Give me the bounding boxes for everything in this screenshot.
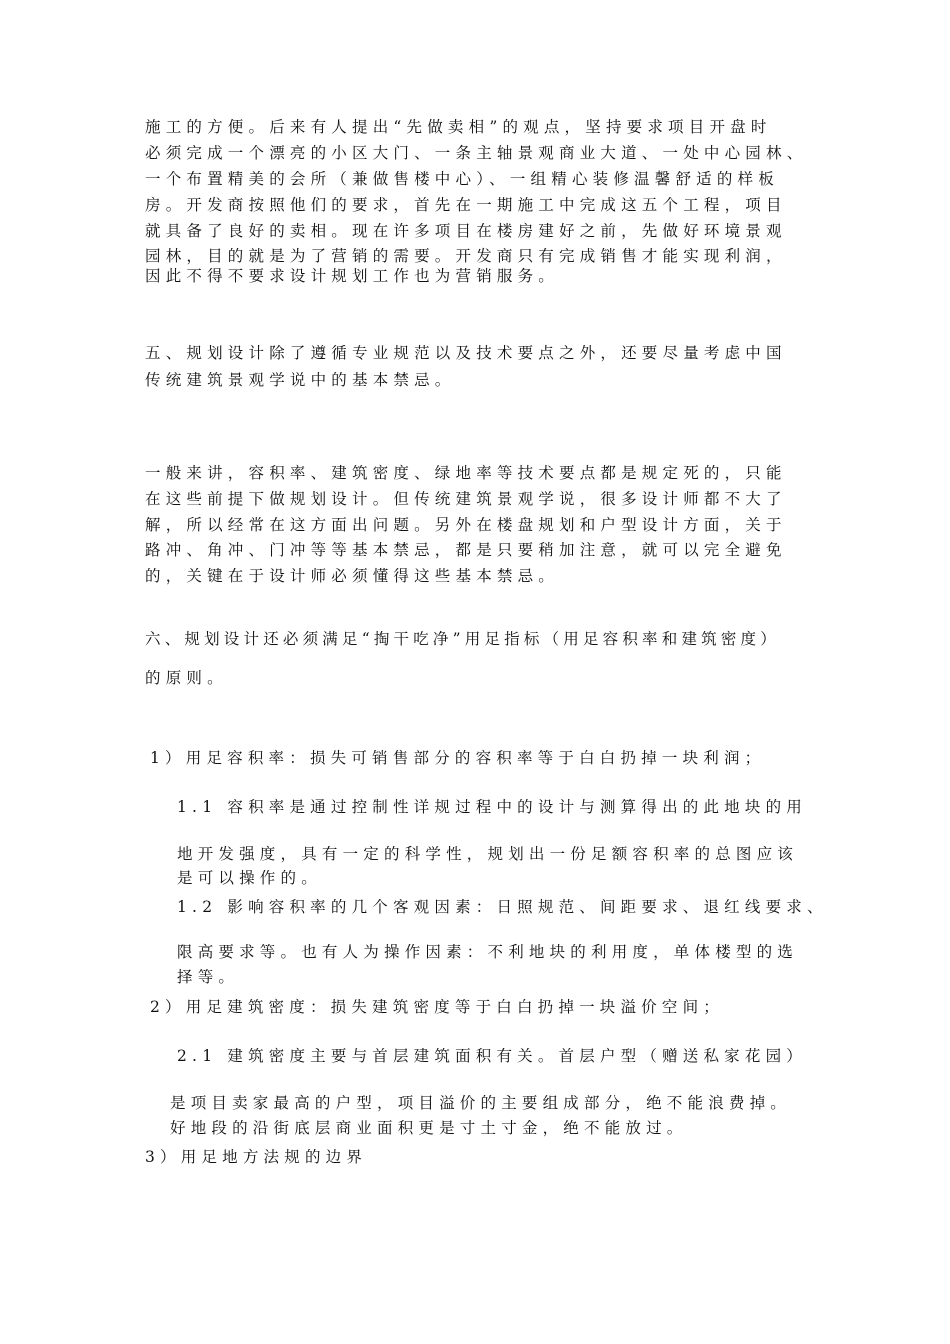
list-subitem: 好地段的沿街底层商业面积更是寸土寸金，绝不能放过。: [170, 1119, 688, 1137]
list-subitem: 限高要求等。也有人为操作因素：不利地块的利用度，单体楼型的选: [177, 943, 799, 961]
text-line: 解，所以经常在这方面出问题。另外在楼盘规划和户型设计方面，关于: [145, 516, 787, 534]
text-line: 一般来讲，容积率、建筑密度、绿地率等技术要点都是规定死的，只能: [145, 464, 787, 482]
text-line: 路冲、角冲、门冲等等基本禁忌，都是只要稍加注意，就可以完全避免: [145, 541, 787, 559]
list-subitem: 择等。: [177, 968, 240, 986]
list-subitem: 是可以操作的。: [177, 869, 322, 887]
text-line: 的，关键在于设计师必须懂得这些基本禁忌。: [145, 567, 560, 585]
section-heading: 的原则。: [145, 669, 228, 687]
list-subitem: 1.1 容积率是通过控制性详规过程中的设计与测算得出的此地块的用: [177, 798, 807, 816]
text-line: 因此不得不要求设计规划工作也为营销服务。: [145, 267, 560, 285]
text-line: 在这些前提下做规划设计。但传统建筑景观学说，很多设计师都不大了: [145, 490, 787, 508]
list-subitem: 是项目卖家最高的户型，项目溢价的主要组成部分，绝不能浪费掉。: [170, 1094, 792, 1112]
list-item: 1）用足容积率：损失可销售部分的容积率等于白白扔掉一块利润；: [150, 749, 766, 767]
text-line: 施工的方便。后来有人提出“先做卖相”的观点，坚持要求项目开盘时: [145, 118, 772, 136]
text-line: 园林，目的就是为了营销的需要。开发商只有完成销售才能实现利润，: [145, 247, 787, 265]
section-heading: 六、规划设计还必须满足“掏干吃净”用足指标（用足容积率和建筑密度）: [145, 630, 780, 648]
section-heading: 五、规划设计除了遵循专业规范以及技术要点之外，还要尽量考虑中国: [145, 344, 787, 362]
list-subitem: 1.2 影响容积率的几个客观因素：日照规范、间距要求、退红线要求、: [177, 898, 828, 916]
text-line: 房。开发商按照他们的要求，首先在一期施工中完成这五个工程，项目: [145, 196, 787, 214]
text-line: 一个布置精美的会所（兼做售楼中心）、一组精心装修温馨舒适的样板: [145, 170, 779, 188]
list-subitem: 地开发强度，具有一定的科学性，规划出一份足额容积率的总图应该: [177, 845, 799, 863]
list-item: 2）用足建筑密度：损失建筑密度等于白白扔掉一块溢价空间；: [150, 998, 724, 1016]
text-line: 就具备了良好的卖相。现在许多项目在楼房建好之前，先做好环境景观: [145, 222, 787, 240]
list-subitem: 2.1 建筑密度主要与首层建筑面积有关。首层户型（赠送私家花园）: [177, 1047, 807, 1065]
text-line: 必须完成一个漂亮的小区大门、一条主轴景观商业大道、一处中心园林、: [145, 144, 808, 162]
list-item: 3）用足地方法规的边界: [145, 1148, 368, 1166]
section-heading: 传统建筑景观学说中的基本禁忌。: [145, 371, 456, 389]
